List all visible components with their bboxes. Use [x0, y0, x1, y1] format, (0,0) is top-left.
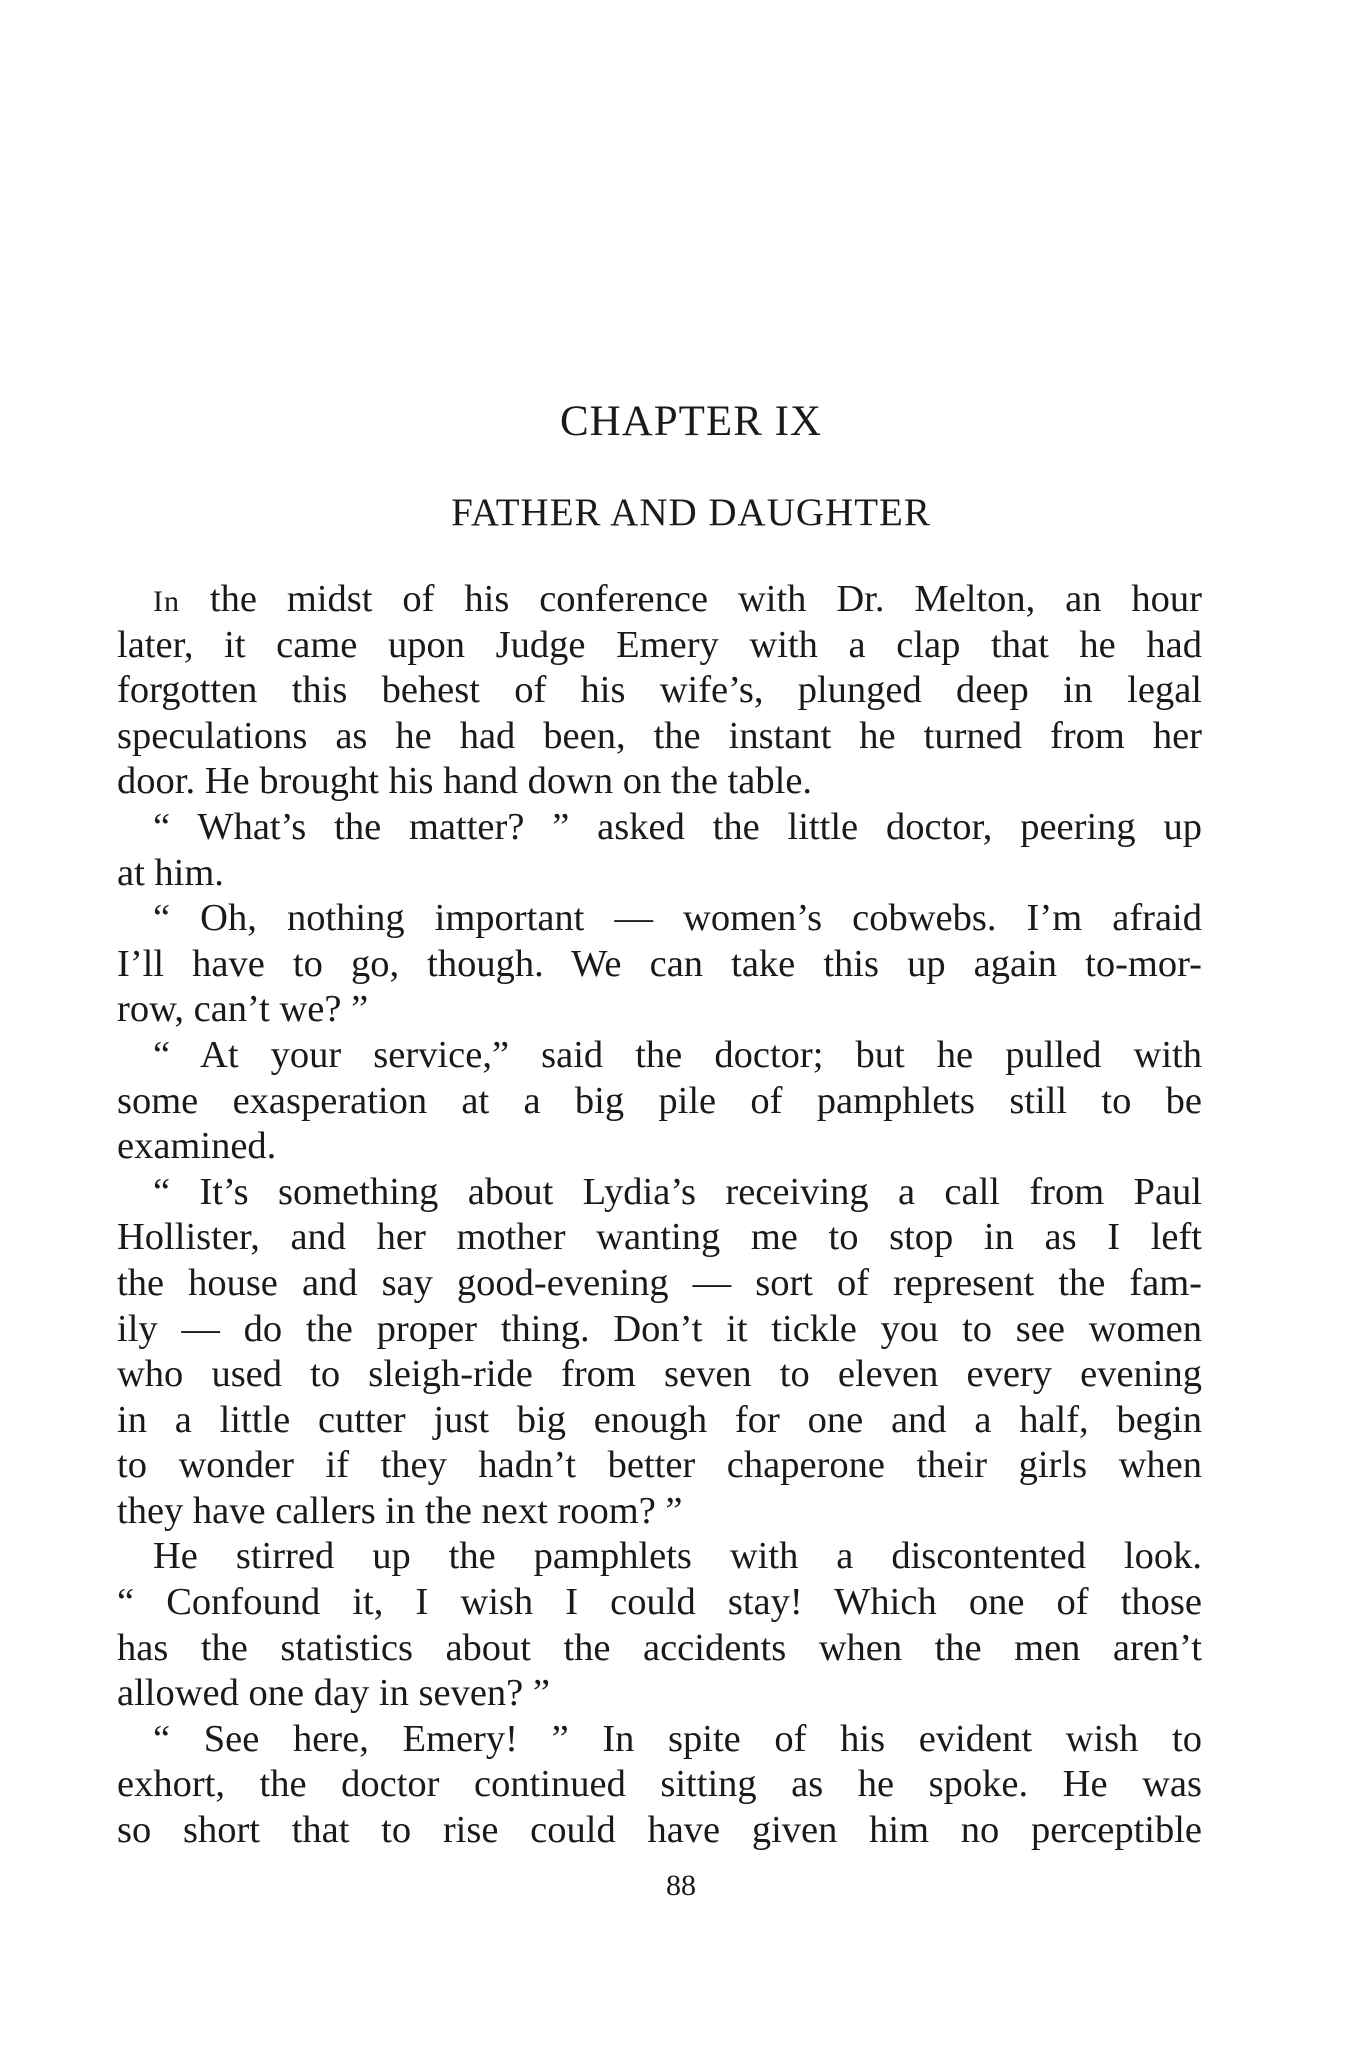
chapter-number: CHAPTER IX	[559, 398, 823, 445]
text-line: some exasperation at a big pile of pamphlets still to be	[117, 1079, 1202, 1122]
text-line: exhort, the doctor continued sitting as he spoke. He was	[117, 1763, 1202, 1806]
text-line: “ At your service,” said the doctor; but he pulled with	[153, 1033, 1202, 1076]
text-line: “ See here, Emery! ” In spite of his evident wish to	[153, 1717, 1202, 1760]
text-line: “ What’s the matter? ” asked the little doctor, peering up	[153, 805, 1202, 848]
text-line: who used to sleigh-ride from seven to eleven every evening	[117, 1353, 1202, 1396]
text-line: row, can’t we? ”	[117, 988, 369, 1031]
text-line: ily — do the proper thing. Don’t it tickle you to see women	[117, 1307, 1202, 1350]
text-line: in a little cutter just big enough for one and a half, begin	[117, 1398, 1202, 1441]
text-line: He stirred up the pamphlets with a discontented look.	[153, 1535, 1202, 1578]
text-line: Hollister, and her mother wanting me to stop in as I left	[117, 1216, 1202, 1259]
text-line	[117, 577, 1202, 623]
text-line: the house and say good-evening — sort of represent the fam-	[117, 1261, 1202, 1304]
text-line: at him.	[117, 851, 224, 894]
drop-initial: In	[153, 585, 180, 618]
chapter-title: FATHER AND DAUGHTER	[451, 491, 931, 534]
text-line-content: the midst of his conference with Dr. Melton, an hour	[180, 578, 1202, 620]
text-line: “ It’s something about Lydia’s receiving a call from Paul	[153, 1170, 1202, 1213]
text-line: so short that to rise could have given him no perceptible	[117, 1809, 1202, 1852]
text-line: allowed one day in seven? ”	[117, 1672, 550, 1715]
body-text	[117, 577, 1202, 1854]
text-line: speculations as he had been, the instant he turned from her	[117, 714, 1202, 757]
text-line: “ Oh, nothing important — women’s cobwebs. I’m afraid	[153, 897, 1202, 940]
text-line: later, it came upon Judge Emery with a clap that he had	[117, 623, 1202, 666]
text-line: examined.	[117, 1125, 277, 1168]
text-line: door. He brought his hand down on the table.	[117, 760, 813, 803]
text-line: to wonder if they hadn’t better chaperone their girls when	[117, 1444, 1202, 1487]
text-line: forgotten this behest of his wife’s, plunged deep in legal	[117, 669, 1202, 712]
page-number: 88	[666, 1868, 696, 1902]
text-line: has the statistics about the accidents when the men aren’t	[117, 1626, 1202, 1669]
text-line: they have callers in the next room? ”	[117, 1489, 683, 1532]
text-line: I’ll have to go, though. We can take this up again to-mor-	[117, 942, 1202, 985]
text-line: “ Confound it, I wish I could stay! Which one of those	[117, 1581, 1202, 1624]
